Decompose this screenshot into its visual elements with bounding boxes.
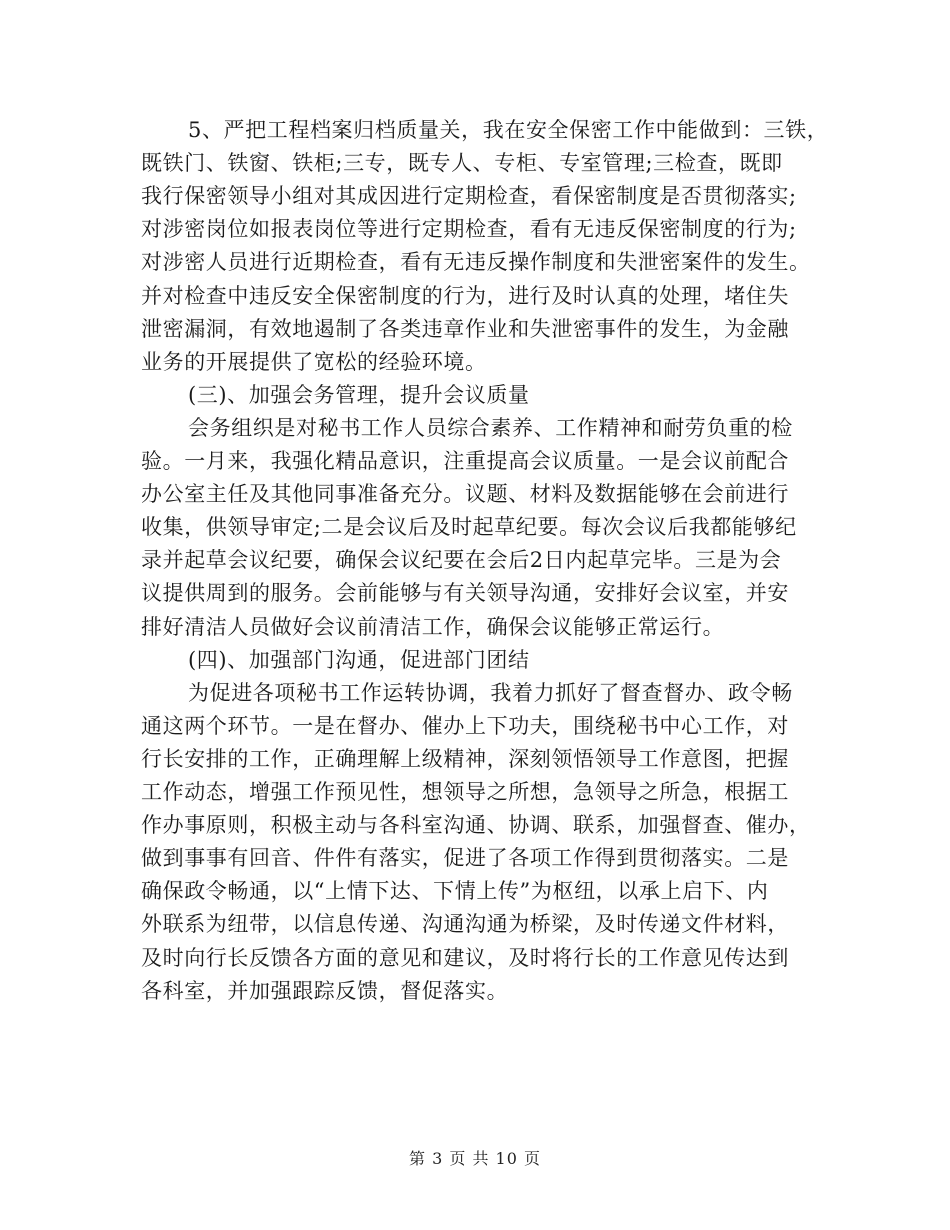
- text-line: 对涉密人员进行近期检查，看有无违反操作制度和失泄密案件的发生。: [141, 250, 811, 275]
- text-line: 对涉密岗位如报表岗位等进行定期检查，看有无违反保密制度的行为;: [141, 217, 797, 242]
- text-line: 做到事事有回音、件件有落实，促进了各项工作得到贯彻落实。二是: [141, 846, 789, 871]
- text-line: 行长安排的工作，正确理解上级精神，深刻领悟领导工作意图，把握: [141, 746, 789, 771]
- text-line: 外联系为纽带，以信息传递、沟通沟通为桥梁，及时传递文件材料，: [141, 912, 789, 937]
- text-line: 业务的开展提供了宽松的经验环境。: [141, 349, 487, 374]
- text-line: 作办事原则，积极主动与各科室沟通、协调、联系，加强督查、催办，: [141, 813, 811, 838]
- text-line: 既铁门、铁窗、铁柜;三专，既专人、专柜、专室管理;三检查，既即: [141, 151, 783, 176]
- page-footer: 第 3 页 共 10 页: [409, 1149, 541, 1168]
- text-line: 为促进各项秘书工作运转协调，我着力抓好了督查督办、政令畅: [188, 680, 793, 705]
- text-line: 通这两个环节。一是在督办、催办上下功夫，围绕秘书中心工作，对: [141, 713, 789, 738]
- text-line: 验。一月来，我强化精品意识，注重提高会议质量。一是会议前配合: [141, 449, 789, 473]
- text-line: (三)、加强会务管理，提升会议质量: [188, 382, 530, 407]
- text-line: 及时向行长反馈各方面的意见和建议，及时将行长的工作意见传达到: [141, 945, 789, 970]
- text-line: 议提供周到的服务。会前能够与有关领导沟通，安排好会议室，并安: [141, 581, 789, 606]
- text-line: 工作动态，增强工作预见性，想领导之所想，急领导之所急，根据工: [141, 780, 789, 804]
- text-line: 我行保密领导小组对其成因进行定期检查，看保密制度是否贯彻落实;: [141, 184, 797, 209]
- text-line: 办公室主任及其他同事准备充分。议题、材料及数据能够在会前进行: [141, 482, 789, 507]
- text-line: (四)、加强部门沟通，促进部门团结: [188, 647, 530, 672]
- text-line: 收集，供领导审定;二是会议后及时起草纪要。每次会议后我都能够纪: [141, 515, 797, 540]
- text-line: 各科室，并加强跟踪反馈，督促落实。: [141, 978, 509, 1003]
- text-line: 确保政令畅通，以“上情下达、下情上传”为枢纽，以承上启下、内: [141, 879, 769, 904]
- text-line: 录并起草会议纪要，确保会议纪要在会后2日内起草完毕。三是为会: [141, 548, 782, 573]
- text-line: 泄密漏洞，有效地遏制了各类违章作业和失泄密事件的发生，为金融: [141, 316, 789, 341]
- text-line: 5、严把工程档案归档质量关，我在安全保密工作中能做到：三铁，: [188, 118, 829, 142]
- text-line: 并对检查中违反安全保密制度的行为，进行及时认真的处理，堵住失: [141, 283, 789, 308]
- text-line: 会务组织是对秘书工作人员综合素养、工作精神和耐劳负重的检: [188, 415, 793, 440]
- text-line: 排好清洁人员做好会议前清洁工作，确保会议能够正常运行。: [141, 614, 725, 639]
